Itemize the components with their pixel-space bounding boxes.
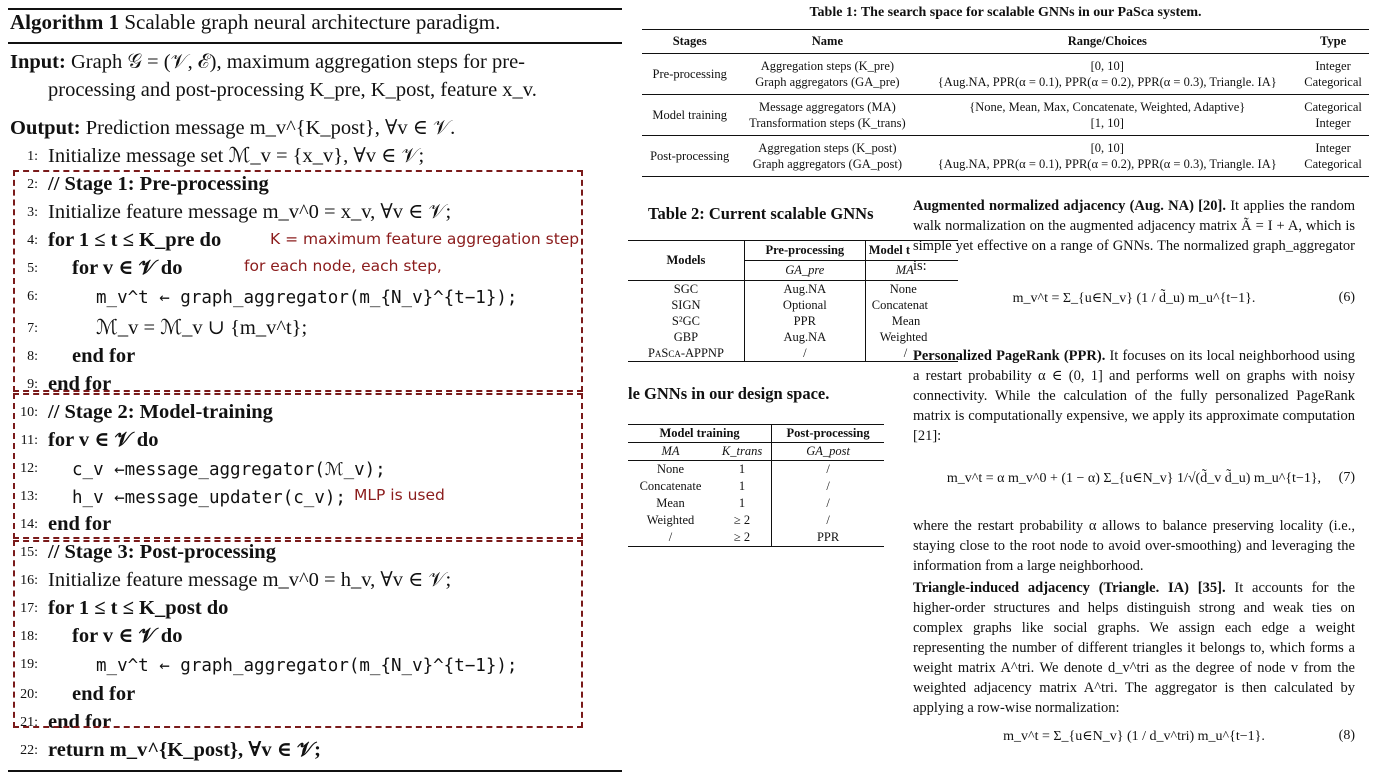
line-code: // Stage 1: Pre-processing	[48, 173, 269, 195]
input-label: Input:	[10, 51, 66, 73]
t2-cell: Mean	[865, 313, 958, 329]
line-code: end for	[48, 513, 112, 535]
line-code: Initialize feature message m_v^0 = x_v, ∀v ∈ 𝒱;	[48, 201, 452, 223]
t2-cell: None	[865, 281, 958, 298]
line-number: 20:	[20, 687, 38, 702]
t3-cell: ≥ 2	[733, 513, 751, 527]
line-number: 7:	[27, 321, 38, 336]
t1-choices	[917, 95, 1297, 136]
t2-cell: PaSca-APPNP	[647, 346, 724, 360]
t2-cell: SIGN	[671, 298, 701, 312]
t3-row	[628, 495, 884, 512]
line-number: 1:	[27, 149, 38, 164]
t2-header-pre: Pre-processing	[744, 241, 865, 261]
t2-cell: Weighted	[865, 329, 958, 345]
line-number: 10:	[20, 405, 38, 420]
t1-types	[1297, 54, 1369, 95]
t1-type: Integer	[1315, 141, 1351, 155]
algorithm-input	[10, 48, 537, 104]
line-code: return m_v^{K_post}, ∀v ∈ 𝒱;	[48, 739, 321, 761]
t1-name: Transformation steps (K_trans)	[749, 116, 906, 130]
line-number: 15:	[20, 545, 38, 560]
line-code: end for	[72, 683, 136, 705]
t3-cell: Concatenate	[639, 479, 702, 493]
t3-cell: Weighted	[646, 513, 695, 527]
line-number: 11:	[20, 433, 38, 448]
line-number: 2:	[27, 177, 38, 192]
t2-row	[628, 281, 958, 298]
line-code: ℳ_v = ℳ_v ∪ {m_v^t};	[96, 317, 308, 339]
t3-header-training: Model training	[659, 426, 740, 440]
line-number: 6:	[27, 289, 38, 304]
t2-cell: S²GC	[671, 314, 700, 328]
t3-cell: None	[656, 462, 685, 476]
line-number: 17:	[20, 601, 38, 616]
t1-name: Aggregation steps (K_post)	[758, 141, 897, 155]
t2-cell: Optional	[744, 297, 865, 313]
stage-1-box	[13, 170, 583, 392]
t1-type: Categorical	[1304, 157, 1362, 171]
paragraph-heading: Augmented normalized adjacency (Aug. NA) [20].	[913, 198, 1226, 214]
line-code: for v ∈ 𝒱 do	[72, 257, 183, 279]
t3-row	[628, 512, 884, 529]
t1-type: Integer	[1315, 116, 1351, 130]
line-code: for 1 ≤ t ≤ K_post do	[48, 597, 229, 619]
t3-cell: 1	[738, 479, 746, 493]
equation-7	[913, 462, 1355, 498]
t2-sub-gapre: GA_pre	[744, 261, 865, 281]
t2-cell: /	[744, 345, 865, 362]
t1-name: Graph aggregators (GA_post)	[752, 157, 903, 171]
t3-cell: /	[772, 461, 884, 479]
line-number: 22:	[20, 743, 38, 758]
table1-caption: Table 1: The search space for scalable GNNs in our PaSca system.	[809, 5, 1202, 20]
line-number: 16:	[20, 573, 38, 588]
t2-cell: PPR	[744, 313, 865, 329]
t1-types	[1297, 95, 1369, 136]
mlp-note: MLP is used	[354, 486, 445, 504]
table1	[642, 29, 1369, 177]
t2-row	[628, 329, 958, 345]
paragraph-heading: Personalized PageRank (PPR).	[913, 348, 1106, 364]
output-label: Output:	[10, 117, 81, 139]
line-number: 14:	[20, 517, 38, 532]
line-code: for v ∈ 𝒱 do	[48, 429, 159, 451]
line-number: 5:	[27, 261, 38, 276]
t1-choice: {None, Mean, Max, Concatenate, Weighted, Adaptive}	[969, 100, 1246, 114]
t1-stage: Pre-processing	[642, 54, 737, 95]
t3-cell: Mean	[656, 496, 685, 510]
table3	[628, 424, 910, 547]
k-note-1: K = maximum feature aggregation step	[270, 230, 580, 248]
table2	[628, 240, 928, 362]
line-code: end for	[72, 345, 136, 367]
algorithm-title	[10, 10, 500, 35]
t1-names	[737, 95, 917, 136]
algorithm-title-text: Scalable graph neural architecture paradigm.	[124, 10, 501, 34]
t1-name: Graph aggregators (GA_pre)	[755, 75, 900, 89]
line-code: end for	[48, 373, 112, 395]
t3-cell: /	[772, 495, 884, 512]
t1-row-pre	[642, 54, 1369, 95]
t1-type: Categorical	[1304, 100, 1362, 114]
equation-6	[913, 282, 1355, 318]
stage-2-box	[13, 393, 583, 539]
line-code: end for	[48, 711, 112, 733]
line-code: Initialize message set ℳ_v = {x_v}, ∀v ∈ 𝒱;	[48, 145, 425, 167]
t1-stage: Post-processing	[642, 136, 737, 177]
t3-sub-gapost: GA_post	[772, 443, 884, 461]
t3-row	[628, 461, 884, 479]
t1-header-type: Type	[1297, 30, 1369, 54]
t1-type: Categorical	[1304, 75, 1362, 89]
paragraph-heading: Triangle-induced adjacency (Triangle. IA) [35].	[913, 580, 1226, 596]
k-note-2: for each node, each step,	[244, 257, 442, 275]
equation-body: m_v^t = Σ_{u∈N_v} (1 / d̃_u) m_u^{t−1}.	[1012, 291, 1256, 306]
line-code: h_v ←message_updater(c_v);	[72, 488, 346, 508]
bottom-rule	[8, 770, 622, 772]
t3-cell: /	[668, 530, 673, 544]
line-number: 4:	[27, 233, 38, 248]
line-code: m_v^t ← graph_aggregator(m_{N_v}^{t−1});	[96, 656, 518, 676]
paragraph-triangle	[913, 578, 1355, 718]
t1-type: Integer	[1315, 59, 1351, 73]
t2-header-models: Models	[628, 241, 744, 281]
line-code: m_v^t ← graph_aggregator(m_{N_v}^{t−1});	[96, 288, 518, 308]
table2-caption: Table 2: Current scalable GNNs	[648, 204, 874, 223]
t1-header-name: Name	[737, 30, 917, 54]
line-number: 19:	[20, 657, 38, 672]
t3-sub-ma: MA	[661, 444, 680, 458]
line-number: 9:	[27, 377, 38, 392]
t2-cell: Concatenat	[865, 297, 958, 313]
line-number: 18:	[20, 629, 38, 644]
t3-cell: 1	[738, 496, 746, 510]
t1-name: Message aggregators (MA)	[759, 100, 896, 114]
t1-choice: [0, 10]	[1090, 141, 1124, 155]
t1-choice: [0, 10]	[1090, 59, 1124, 73]
paragraph-locality	[913, 516, 1355, 576]
t3-row	[628, 529, 884, 547]
line-number: 3:	[27, 205, 38, 220]
t3-cell: /	[772, 512, 884, 529]
t2-cell: GBP	[673, 330, 699, 344]
t2-cell: Aug.NA	[744, 329, 865, 345]
line-code: for v ∈ 𝒱 do	[72, 625, 183, 647]
title-rule	[8, 42, 622, 44]
equation-8	[913, 720, 1355, 756]
t1-names	[737, 54, 917, 95]
t2-cell: SGC	[673, 282, 699, 296]
line-number: 21:	[20, 715, 38, 730]
t3-header-post: Post-processing	[772, 425, 884, 443]
t1-name: Aggregation steps (K_pre)	[760, 59, 895, 73]
algorithm-panel	[0, 0, 628, 776]
t2-row	[628, 345, 958, 362]
t1-choice: {Aug.NA, PPR(α = 0.1), PPR(α = 0.2), PPR(α = 0.3), Triangle. IA}	[937, 75, 1277, 89]
t3-cell: ≥ 2	[733, 530, 751, 544]
t1-choices	[917, 54, 1297, 95]
t2-header-model: Model t	[865, 241, 958, 261]
t1-types	[1297, 136, 1369, 177]
input-text-2: processing and post-processing K_pre, K_post, feature x_v.	[48, 79, 537, 101]
t1-choice: [1, 10]	[1090, 116, 1124, 130]
line-code: // Stage 3: Post-processing	[48, 541, 276, 563]
input-text-1: Graph 𝒢 = (𝒱, ℰ), maximum aggregation steps for pre-	[70, 51, 526, 73]
paragraph-aug-na	[913, 196, 1355, 276]
line-code: for 1 ≤ t ≤ K_pre do	[48, 229, 222, 251]
t2-row	[628, 313, 958, 329]
equation-body: m_v^t = Σ_{u∈N_v} (1 / d_v^tri) m_u^{t−1}.	[1003, 729, 1265, 744]
t1-row-train	[642, 95, 1369, 136]
t3-cell: /	[772, 478, 884, 495]
t3-sub-ktrans: K_trans	[721, 444, 763, 458]
equation-number: (7)	[1338, 470, 1355, 485]
algorithm-label: Algorithm 1	[10, 10, 120, 34]
t1-names	[737, 136, 917, 177]
paragraph-text: It applies the random walk normalization on the augmented adjacency matrix Ã = I + A, which is simple yet effective on a range of GNNs. The normalized graph_aggregator is:	[913, 198, 1355, 274]
line-number: 13:	[20, 489, 38, 504]
t2-sub-ma: MA	[865, 261, 958, 281]
t1-choices	[917, 136, 1297, 177]
stage-3-box	[13, 540, 583, 728]
equation-number: (6)	[1338, 290, 1355, 305]
paragraph-ppr	[913, 346, 1355, 446]
t1-stage: Model training	[642, 95, 737, 136]
line-number: 8:	[27, 349, 38, 364]
line-code: Initialize feature message m_v^0 = h_v, ∀v ∈ 𝒱;	[48, 569, 452, 591]
line-code: // Stage 2: Model-training	[48, 401, 273, 423]
t2-cell: Aug.NA	[744, 281, 865, 298]
t1-row-post	[642, 136, 1369, 177]
t1-choice: {Aug.NA, PPR(α = 0.1), PPR(α = 0.2), PPR(α = 0.3), Triangle. IA}	[937, 157, 1277, 171]
t1-header-stages: Stages	[642, 30, 737, 54]
t1-header-range: Range/Choices	[917, 30, 1297, 54]
equation-number: (8)	[1338, 728, 1355, 743]
paragraph-text: It accounts for the higher-order structures and helps distinguish strong and weak ties on complex graphs like social graphs. We assign each edge a weight representing the number of different triangles it belongs to, which forms a weight matrix A^tri. We denote d_v^tri as the degree of node v from the weighted adjacency matrix A^tri. The aggregator is then calculated by applying a row-wise normalization:	[913, 580, 1355, 716]
t3-row	[628, 478, 884, 495]
algorithm-output	[10, 114, 455, 142]
paragraph-text: where the restart probability α allows to balance preserving locality (i.e., staying close to the root node to avoid over-smoothing) and leveraging the information from a large neighborhood.	[913, 518, 1355, 574]
equation-body: m_v^t = α m_v^0 + (1 − α) Σ_{u∈N_v} 1/√(d̃_v d̃_u) m_u^{t−1},	[946, 471, 1322, 486]
t2-row	[628, 297, 958, 313]
table3-caption: le GNNs in our design space.	[628, 384, 830, 403]
t3-cell: PPR	[772, 529, 884, 547]
line-code: c_v ←message_aggregator(ℳ_v);	[72, 460, 386, 480]
output-text: Prediction message m_v^{K_post}, ∀v ∈ 𝒱.	[85, 117, 456, 139]
t2-cell: /	[865, 345, 958, 362]
t3-cell: 1	[738, 462, 746, 476]
line-number: 12:	[20, 461, 38, 476]
paragraph-text: It focuses on its local neighborhood using a restart probability α ∈ (0, 1] and performs well on graphs with noisy connectivity. While the calculation of the fully personalized PageRank matrix is computationally expensive, we apply its approximate computation [21]:	[913, 348, 1355, 444]
